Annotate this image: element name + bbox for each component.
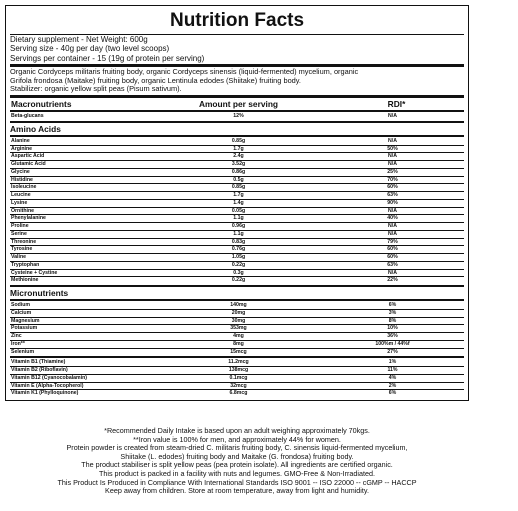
nutrient-amount: 0.1mcg <box>229 374 248 381</box>
divider <box>10 299 464 301</box>
table-row <box>10 177 464 185</box>
table-row <box>10 359 464 367</box>
table-row <box>10 153 464 161</box>
nutrient-amount: 32mcg <box>230 382 247 389</box>
nutrient-rdi: N/A <box>388 153 397 160</box>
nutrient-rdi: N/A <box>388 207 397 214</box>
table-row <box>10 302 464 310</box>
nutrient-name: Potassium <box>11 325 38 332</box>
nutrient-amount: 6.8mcg <box>229 390 248 397</box>
stabilizer-line: Stabilizer: organic yellow split peas (Pisum sativum). <box>10 84 182 94</box>
table-row <box>10 231 464 239</box>
nutrient-name: Leucine <box>11 192 31 198</box>
nutrient-name: Serine <box>11 230 27 237</box>
nutrient-name: Histidine <box>11 176 33 183</box>
nutrient-amount: 3.52g <box>231 161 246 167</box>
nutrient-amount: 4mg <box>233 333 244 339</box>
divider <box>10 95 464 98</box>
nutrient-amount: 1.7g <box>233 145 244 152</box>
nutrient-rdi: 36% <box>387 333 398 339</box>
nutrient-rdi: N/A <box>388 137 397 144</box>
nutrient-amount: 0.3g <box>233 269 244 276</box>
nutrient-name: Ornithine <box>11 207 35 214</box>
divider <box>10 135 464 137</box>
footnote: Protein powder is created from steam-dried C. militaris fruiting body, C. sinensis liquid-fermented mycelium, <box>66 443 408 453</box>
footnote: The product stabiliser is split yellow peas (pea protein isolate). All ingredients are certified organic. <box>81 460 393 470</box>
nutrient-amount: 0.96g <box>231 223 246 229</box>
nutrient-name: Sodium <box>11 302 31 308</box>
table-row <box>10 192 464 200</box>
nutrient-name: Magnesium <box>11 317 40 324</box>
nutrition-facts-panel <box>5 5 469 401</box>
divider <box>10 110 464 112</box>
nutrient-amount: 0.85g <box>231 137 246 144</box>
nutrient-amount: 138mcg <box>228 367 249 373</box>
nutrient-name: Beta-glucans <box>11 113 44 119</box>
nutrient-rdi: 6% <box>388 390 397 397</box>
nutrient-name: Selenium <box>11 348 35 355</box>
serving-size: Serving size - 40g per day (two level scoops) <box>10 44 170 54</box>
nutrient-rdi: 40% <box>387 215 398 222</box>
nutrient-rdi: 79% <box>387 238 398 245</box>
table-row <box>10 113 464 120</box>
table-row <box>10 270 464 278</box>
footnotes <box>5 427 469 496</box>
nutrient-name: Vitamin B1 (Thiamine) <box>11 359 66 366</box>
header-macronutrients: Macronutrients <box>11 99 72 109</box>
nutrient-name: Calcium <box>11 309 32 316</box>
header-rdi: RDI* <box>387 99 406 109</box>
nutrient-amount: 0.85g <box>231 184 246 191</box>
nutrient-rdi: 50% <box>387 145 398 152</box>
nutrient-amount: 140mg <box>230 302 247 308</box>
nutrient-amount: 0.22g <box>231 261 246 268</box>
table-row <box>10 277 464 284</box>
vitamins-table <box>10 359 464 397</box>
nutrient-rdi: 4% <box>388 374 397 381</box>
nutrient-amount: 1.05g <box>231 254 246 260</box>
nutrient-amount: 0.76g <box>231 246 246 253</box>
table-row <box>10 310 464 318</box>
table-row <box>10 246 464 254</box>
ingredients-line: Organic Cordyceps militaris fruiting body, organic Cordyceps sinensis (liquid-fermented) mycelium, organic <box>10 67 359 77</box>
nutrient-rdi: 90% <box>387 199 398 206</box>
net-weight: Dietary supplement - Net Weight: 600g <box>10 35 148 44</box>
table-row <box>10 146 464 154</box>
nutrient-amount: 2.4g <box>233 153 244 160</box>
nutrient-rdi: 60% <box>387 184 398 191</box>
nutrient-rdi: N/A <box>388 269 397 276</box>
table-row <box>10 200 464 208</box>
table-row <box>10 390 464 397</box>
nutrient-rdi: N/A <box>388 113 397 119</box>
nutrient-amount: 12% <box>233 113 244 119</box>
table-row <box>10 239 464 247</box>
table-row <box>10 341 464 349</box>
table-row <box>10 375 464 383</box>
nutrient-rdi: 22% <box>387 277 398 284</box>
macros-table <box>10 113 464 120</box>
nutrient-name: Alanine <box>11 137 30 144</box>
divider <box>10 121 464 123</box>
nutrient-amount: 353mg <box>230 325 247 332</box>
table-row <box>10 367 464 375</box>
amino-table <box>10 138 464 284</box>
nutrient-name: Iron** <box>11 340 25 347</box>
footnote: *Recommended Daily Intake is based upon an adult weighing approximately 70kgs. <box>104 426 370 435</box>
nutrient-name: Lysine <box>11 199 28 206</box>
ingredients-line: Grifola frondosa (Maitake) fruiting body, organic Lentinula edodes (Shiitake) fruiting body. <box>10 75 301 85</box>
divider <box>10 285 464 287</box>
nutrient-name: Phenylalanine <box>11 215 46 222</box>
nutrient-amount: 0.86g <box>231 168 246 175</box>
nutrient-amount: 11.2mcg <box>228 359 249 366</box>
nutrient-rdi: 25% <box>387 168 398 175</box>
nutrient-amount: 15mcg <box>230 348 247 355</box>
micro-table <box>10 302 464 355</box>
nutrient-amount: 1.4g <box>233 199 244 206</box>
footnote: This product is packed in a facility with nuts and legumes. GMO-Free & Non-Irradiated. <box>98 468 376 478</box>
nutrient-amount: 1.7g <box>233 192 244 198</box>
nutrient-rdi: 63% <box>387 192 398 198</box>
nutrient-name: Vitamin B2 (Riboflavin) <box>11 367 68 373</box>
nutrient-name: Tryptophan <box>11 261 40 268</box>
table-row <box>10 383 464 391</box>
panel-title: Nutrition Facts <box>169 10 305 31</box>
nutrient-rdi: 1% <box>388 359 397 366</box>
nutrient-amount: 30mg <box>231 317 246 324</box>
micronutrients-title: Micronutrients <box>10 288 69 298</box>
footnote: **Iron value is 100% for men, and approximately 44% for women. <box>133 434 341 444</box>
table-row <box>10 184 464 192</box>
nutrient-name: Tyrosine <box>11 246 33 253</box>
nutrient-name: Vitamin K1 (Phylloquinone) <box>11 390 79 397</box>
nutrient-rdi: 63% <box>387 261 398 268</box>
amino-acids-title: Amino Acids <box>10 123 61 134</box>
footnote: Keep away from children. Store at room temperature, away from light and humidity. <box>105 486 369 496</box>
nutrient-name: Glycine <box>11 168 30 175</box>
nutrient-rdi: 70% <box>387 176 398 183</box>
table-row <box>10 215 464 223</box>
nutrient-name: Isoleucine <box>11 184 37 191</box>
nutrient-name: Valine <box>11 254 26 260</box>
table-row <box>10 161 464 169</box>
nutrient-rdi: 60% <box>387 254 398 260</box>
nutrient-rdi: 60% <box>387 246 398 253</box>
nutrient-name: Threonine <box>11 238 37 245</box>
nutrient-rdi: 2% <box>388 382 397 389</box>
table-row <box>10 169 464 177</box>
nutrient-amount: 20mg <box>231 309 246 316</box>
nutrient-rdi: 27% <box>387 348 398 355</box>
nutrient-amount: 8mg <box>233 340 244 347</box>
nutrient-rdi: 11% <box>387 367 398 373</box>
table-row <box>10 349 464 356</box>
nutrient-rdi: 100%m / 44%f <box>375 340 410 347</box>
nutrient-name: Glutamic Acid <box>11 161 46 167</box>
table-row <box>10 223 464 231</box>
nutrient-name: Zinc <box>11 333 22 339</box>
header-amount: Amount per serving <box>198 99 279 109</box>
nutrient-rdi: 6% <box>388 302 397 308</box>
nutrient-name: Methionine <box>11 277 39 284</box>
footnote: This Product Is Produced in Compliance With International Standards ISO 9001 -- ISO 22000 -- cGMP -- HACCP <box>57 477 417 487</box>
divider <box>10 356 464 358</box>
table-row <box>10 333 464 341</box>
footnote: Shiitake (L. edodes) fruiting body and Maitake (G. frondosa) fruiting body. <box>120 451 354 461</box>
table-row <box>10 318 464 326</box>
nutrient-name: Vitamin E (Alpha-Tocopherol) <box>11 382 84 389</box>
nutrient-rdi: N/A <box>388 230 397 237</box>
ingredients-block <box>10 68 464 94</box>
nutrient-rdi: 8% <box>388 317 397 324</box>
nutrient-rdi: N/A <box>388 223 397 229</box>
table-row <box>10 138 464 146</box>
table-header <box>10 99 464 109</box>
nutrient-rdi: 3% <box>388 309 397 316</box>
servings-per-container: Servings per container - 15 (19g of protein per serving) <box>10 53 205 63</box>
nutrient-name: Aspartic Acid <box>11 153 45 160</box>
nutrient-amount: 0.22g <box>231 277 246 284</box>
nutrient-rdi: N/A <box>388 161 397 167</box>
table-row <box>10 325 464 333</box>
nutrient-name: Vitamin B12 (Cyanocobalamin) <box>11 374 88 381</box>
nutrient-amount: 0.05g <box>231 207 246 214</box>
nutrient-name: Proline <box>11 223 29 229</box>
nutrient-rdi: 10% <box>387 325 398 332</box>
table-row <box>10 208 464 216</box>
nutrient-amount: 0.5g <box>233 176 244 183</box>
table-row <box>10 254 464 262</box>
nutrient-amount: 1.1g <box>233 230 244 237</box>
nutrient-amount: 0.83g <box>231 238 246 245</box>
nutrient-amount: 1.1g <box>233 215 244 222</box>
table-row <box>10 262 464 270</box>
nutrient-name: Cysteine + Cystine <box>11 269 58 276</box>
nutrient-name: Arginine <box>11 145 33 152</box>
